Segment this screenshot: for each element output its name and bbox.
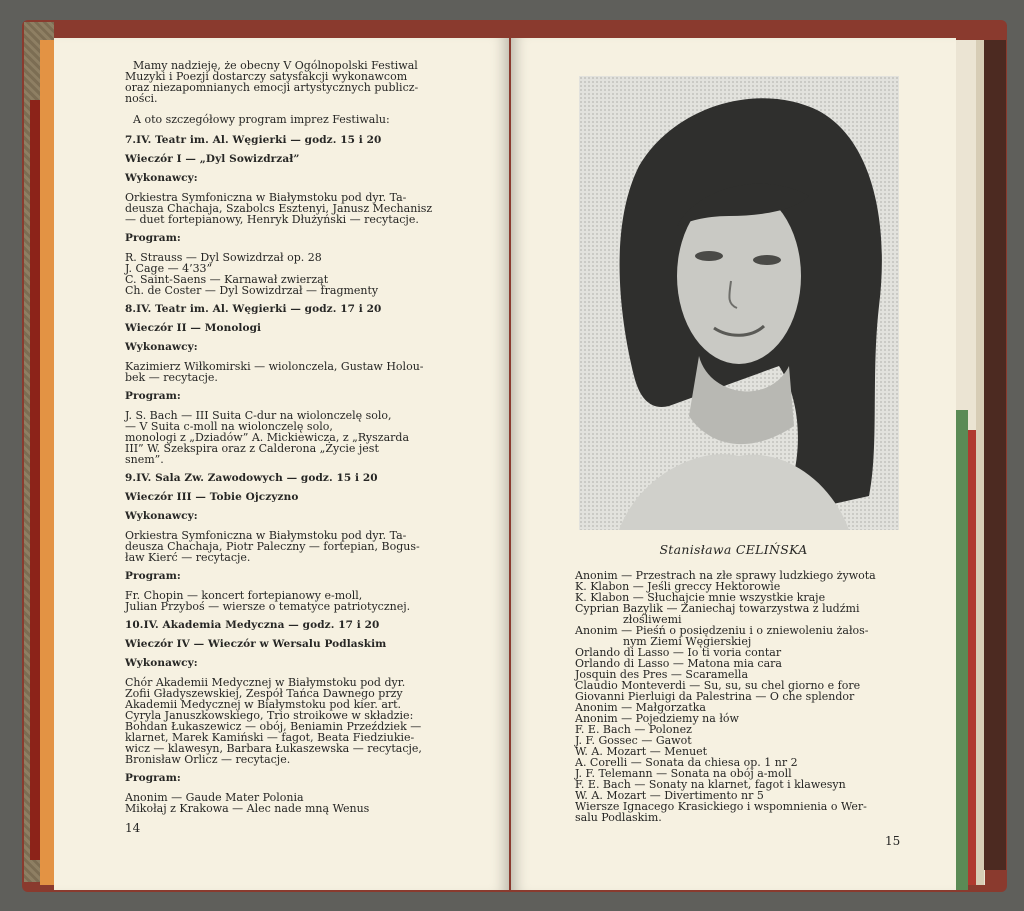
program-label: Program:	[125, 232, 181, 244]
program-text: J. S. Bach — III Suita C-dur na wiolonczelę solo, — V Suita c-moll na wiolonczelę solo, monologi z „Dziadów” A. Mickiewicza, z „Ryszarda III” W. Szekspira oraz z Calderona „Życie jest snem”.	[125, 409, 410, 466]
program-line: Anonim — Pieśń o posiędzeniu i o zniewoleniu żałos-	[575, 624, 869, 637]
program-label: Program:	[125, 570, 181, 582]
event-heading: 8.IV. Teatr im. Al. Węgierki — godz. 17 i 20	[125, 303, 382, 315]
performers-text: Chór Akademii Medycznej w Białymstoku pod dyr. Zofii Gładyszewskiej, Zespół Tańca Dawnego przy Akademii Medycznej w Białymstoku pod kier. art. Cyryla Januszkowskiego, Trio stroikowe w składzie: Bohdan Łukaszewicz — obój, Beniamin Przeździek — klarnet, Marek Kamiński — fagot, Beata Fiedziukie- wicz — klawesyn, Barbara Łukaszewska — recytacje, Bronisław Orlicz — recytacje.	[125, 676, 422, 766]
performers-label: Wykonawcy:	[125, 172, 198, 184]
event-heading: 7.IV. Teatr im. Al. Węgierki — godz. 15 i 20	[125, 134, 382, 146]
program-line: A. Corelli — Sonata da chiesa op. 1 nr 2	[575, 756, 798, 769]
performers-label: Wykonawcy:	[125, 341, 198, 353]
program-intro: A oto szczegółowy program imprez Festiwalu:	[133, 113, 390, 126]
program-text: Anonim — Gaude Mater Polonia Mikołaj z Krakowa — Alec nade mną Wenus	[125, 791, 370, 815]
event-title: Wieczór I — „Dyl Sowizdrzał”	[125, 153, 300, 165]
program-line: Orlando di Lasso — Matona mia cara	[575, 657, 782, 670]
page-edge-red	[968, 430, 976, 885]
program-label: Program:	[125, 390, 181, 402]
program-line: Josquin des Pres — Scaramella	[575, 668, 749, 681]
program-line: Orlando di Lasso — Io ti voria contar	[575, 646, 782, 659]
program-line: F. E. Bach — Polonez	[575, 723, 692, 736]
program-text: Fr. Chopin — koncert fortepianowy e-moll, Julian Przyboś — wiersze o tematyce patriotycznej.	[125, 589, 411, 613]
photo-caption: Stanisława CELIŃSKA	[659, 542, 808, 557]
page-number: 15	[885, 834, 901, 848]
performers-text: Orkiestra Symfoniczna w Białymstoku pod dyr. Ta- deusza Chachaja, Szabolcs Esztenyi, Janusz Mechanisz — duet fortepianowy, Henryk Dłużyński — recytacje.	[125, 191, 433, 226]
program-line: nym Ziemi Węgierskiej	[623, 635, 752, 648]
program-line: Cyprian Bazylik — Zaniechaj towarzystwa z ludźmi	[575, 602, 860, 615]
event-title: Wieczór II — Monologi	[125, 322, 262, 334]
page-edge-cream	[976, 40, 984, 885]
portrait-illustration	[579, 76, 899, 530]
performers-label: Wykonawcy:	[125, 657, 198, 669]
program-label: Program:	[125, 772, 181, 784]
program-line: F. E. Bach — Sonaty na klarnet, fagot i klawesyn	[575, 778, 846, 791]
performers-text: Orkiestra Symfoniczna w Białymstoku pod dyr. Ta- deusza Chachaja, Piotr Paleczny — fortepian, Bogus- ław Kierć — recytacje.	[125, 529, 420, 564]
program-line: salu Podlaskim.	[575, 811, 662, 824]
program-line: K. Klabon — Jeśli greccy Hektorowie	[575, 580, 781, 593]
program-line: J. F. Gossec — Gawot	[575, 734, 692, 747]
program-line: Anonim — Małgorzatka	[575, 701, 706, 714]
left-page-text	[125, 60, 452, 814]
portrait-photo	[579, 76, 899, 530]
event-title: Wieczór III — Tobie Ojczyzno	[125, 491, 299, 503]
program-line: K. Klabon — Słuchajcie mnie wszystkie kraje	[575, 591, 826, 604]
program-line: złośliwemi	[623, 613, 682, 626]
page-edge-orange	[40, 40, 54, 885]
program-line: J. F. Telemann — Sonata na obój a-moll	[575, 767, 792, 780]
performers-text: Kazimierz Wiłkomirski — wiolonczela, Gustaw Holou- bek — recytacje.	[125, 360, 424, 384]
right-program-list	[575, 570, 903, 823]
intro-paragraph: Mamy nadzieję, że obecny V Ogólnopolski Festiwal Muzyki i Poezji dostarczy satysfakcji wykonawcom oraz niezapomnianych emocji artystycznych publicz- ności.	[125, 59, 419, 105]
program-line: Anonim — Pojedziemy na łów	[575, 712, 739, 725]
program-line: Giovanni Pierluigi da Palestrina — O che splendor	[575, 690, 855, 703]
right-page	[511, 38, 956, 890]
page-number: 14	[125, 821, 141, 835]
program-line: Claudio Monteverdi — Su, su, su chel giorno e fore	[575, 679, 861, 692]
page-edge-green	[955, 410, 968, 890]
event-heading: 9.IV. Sala Zw. Zawodowych — godz. 15 i 20	[125, 472, 378, 484]
performers-label: Wykonawcy:	[125, 510, 198, 522]
program-line: W. A. Mozart — Menuet	[575, 745, 708, 758]
event-title: Wieczór IV — Wieczór w Wersalu Podlaskim	[125, 638, 387, 650]
program-line: W. A. Mozart — Divertimento nr 5	[575, 789, 764, 802]
program-line: Wiersze Ignacego Krasickiego i wspomnienia o Wer-	[575, 800, 867, 813]
book-cover-right	[984, 40, 1006, 870]
program-text: R. Strauss — Dyl Sowizdrzał op. 28 J. Cage — 4’33” C. Saint-Saens — Karnawał zwierząt Ch. de Coster — Dyl Sowizdrzał — fragmenty	[125, 251, 379, 297]
left-page	[54, 38, 509, 890]
event-heading: 10.IV. Akademia Medyczna — godz. 17 i 20	[125, 619, 380, 631]
program-line: Anonim — Przestrach na złe sprawy ludzkiego żywota	[575, 569, 876, 582]
